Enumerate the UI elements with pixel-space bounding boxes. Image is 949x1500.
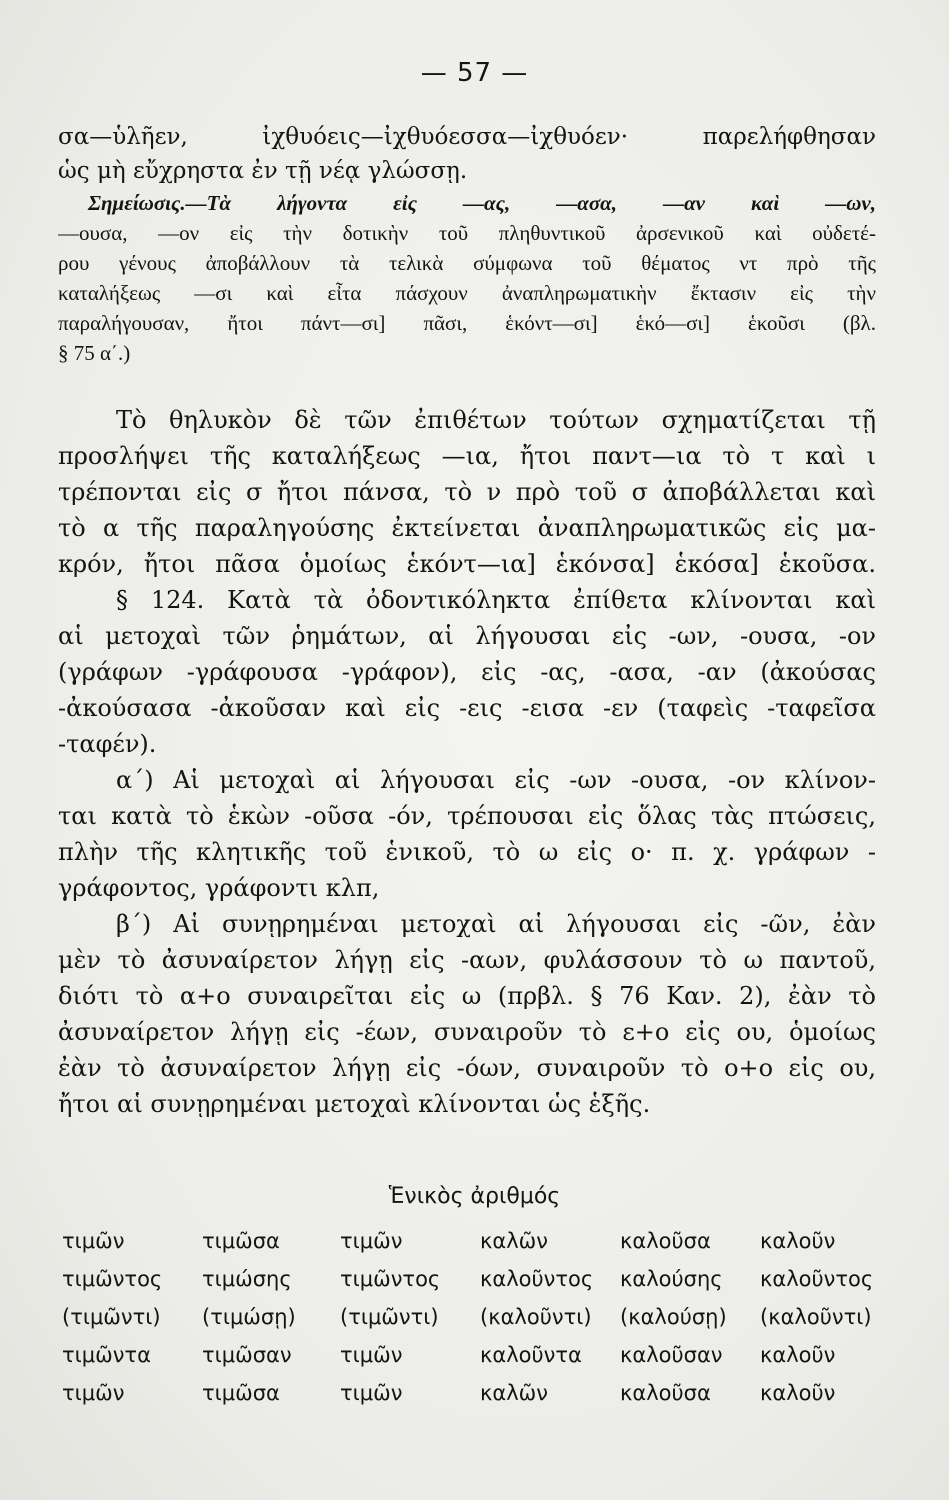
table-cell: καλοῦσαν [620,1343,723,1367]
body-line: -ταφέν). [58,730,157,758]
table-cell: τιμῶσα [202,1381,280,1405]
paradigm-table [62,1222,886,1412]
table-cell: καλούσης [620,1267,723,1291]
table-cell: καλοῦντος [760,1267,874,1291]
body-line: ται κατὰ τὸ ἑκὼν -οῦσα -όν, τρέπουσαι εἰς ὅλας τὰς πτώσεις, [58,802,876,830]
body-line: ἤτοι αἱ συνῃρημέναι μετοχαὶ κλίνονται ὡς ἑξῆς. [58,1090,651,1118]
body-line: διότι τὸ α+ο συναιρεῖται εἰς ω (πρβλ. § 76 Καν. 2), ἐὰν τὸ [58,982,876,1010]
note-line: καταλήξεως —σι καὶ εἶτα πάσχουν ἀναπληρωματικὴν ἔκτασιν εἰς τὴν [58,281,876,305]
table-cell: καλοῦν [760,1343,836,1367]
table-cell: καλοῦσα [620,1229,711,1253]
table-cell: (καλούσῃ) [620,1305,727,1329]
table-cell: τιμῶσα [202,1229,280,1253]
table-cell: τιμῶντος [340,1267,441,1291]
table-row [62,1336,886,1374]
note-line: ρου γένους ἀποβάλλουν τὰ τελικὰ σύμφωνα τοῦ θέματος ντ πρὸ τῆς [58,251,876,275]
table-cell: καλοῦντα [480,1343,582,1367]
body-line: τρέπονται εἰς σ ἤτοι πάνσα, τὸ ν πρὸ τοῦ σ ἀποβάλλεται καὶ [58,478,876,506]
note-line: παραλήγουσαν, ἤτοι πάντ—σι] πᾶσι, ἑκόντ—σι] ἑκό—σι] ἑκοῦσι (βλ. [58,311,876,335]
note-line: ὡς μὴ εὔχρηστα ἐν τῇ νέᾳ γλώσσῃ. [58,158,468,184]
body-line: πλὴν τῆς κλητικῆς τοῦ ἑνικοῦ, τὸ ω εἰς ο· π. χ. γράφων - [58,838,876,866]
body-line: Τὸ θηλυκὸν δὲ τῶν ἐπιθέτων τούτων σχηματίζεται τῇ [116,406,876,434]
body-line: (γράφων -γράφουσα -γράφον), εἰς -ας, -ασα, -αν (ἀκούσας [58,658,876,686]
body-line: -ἀκούσασα -ἀκοῦσαν καὶ εἰς -εις -εισα -εν (ταφεὶς -ταφεῖσα [58,694,876,722]
table-cell: (καλοῦντι) [760,1305,872,1329]
body-line: τὸ α τῆς παραληγούσης ἐκτείνεται ἀναπληρωματικῶς εἰς μα- [58,514,876,542]
table-row [62,1260,886,1298]
table-cell: (τιμῶντι) [62,1305,161,1329]
note-line: σα—ὑλῆεν, ἰχθυόεις—ἰχθυόεσσα—ἰχθυόεν· παρελήφθησαν [58,124,876,150]
table-cell: τιμῶν [340,1381,403,1405]
note-line: —ουσα, —ον εἰς τὴν δοτικὴν τοῦ πληθυντικοῦ ἀρσενικοῦ καὶ οὐδετέ- [58,221,876,245]
table-cell: τιμῶν [62,1229,125,1253]
table-heading: Ἑνικὸς ἀριθμός [388,1184,561,1209]
page-number: — 57 — [420,58,529,88]
body-line: αἱ μετοχαὶ τῶν ῥημάτων, αἱ λήγουσαι εἰς -ων, -ουσα, -ον [58,622,876,650]
table-cell: τιμῶντος [62,1267,163,1291]
body-line: προσλήψει τῆς καταλήξεως —ια, ἤτοι παντ—ια τὸ τ καὶ ι [58,442,876,470]
table-cell: τιμῶν [340,1343,403,1367]
table-cell: καλῶν [480,1229,548,1253]
table-row [62,1298,886,1336]
table-cell: καλοῦν [760,1381,836,1405]
table-cell: καλοῦν [760,1229,836,1253]
body-line: γράφοντος, γράφοντι κλπ, [58,874,380,902]
body-line: μὲν τὸ ἀσυναίρετον λήγῃ εἰς -αων, φυλάσσουν τὸ ω παντοῦ, [58,946,876,974]
body-line: κρόν, ἤτοι πᾶσα ὁμοίως ἑκόντ—ια] ἑκόνσα] ἑκόσα] ἑκοῦσα. [58,550,876,578]
note-line: § 75 α΄.) [58,341,131,365]
table-row [62,1222,886,1260]
table-cell: καλοῦντος [480,1267,594,1291]
body-text [58,402,876,1122]
table-cell: τιμῶντα [62,1343,151,1367]
table-cell: τιμῶν [62,1381,125,1405]
body-line: β΄) Αἱ συνῃρημέναι μετοχαὶ αἱ λήγουσαι εἰς -ῶν, ἐὰν [116,910,876,938]
table-cell: καλοῦσα [620,1381,711,1405]
body-line: ἀσυναίρετον λήγῃ εἰς -έων, συναιροῦν τὸ ε+ο εἰς ου, ὁμοίως [58,1018,876,1046]
table-cell: τιμῶσαν [202,1343,292,1367]
body-line: α΄) Αἱ μετοχαὶ αἱ λήγουσαι εἰς -ων -ουσα, -ον κλίνον- [116,766,876,794]
body-line: ἐὰν τὸ ἀσυναίρετον λήγῃ εἰς -όων, συναιροῦν τὸ ο+ο εἰς ου, [58,1054,876,1082]
table-cell: (τιμῶντι) [340,1305,439,1329]
note-line: Σημείωσις.—Τὰ λήγοντα εἰς —ας, —ασα, —αν καὶ —ων, [88,191,876,215]
table-cell: (τιμώσῃ) [202,1305,296,1329]
table-cell: τιμῶν [340,1229,403,1253]
body-line: § 124. Κατὰ τὰ ὀδοντικόληκτα ἐπίθετα κλίνονται καὶ [116,586,876,614]
table-cell: τιμώσης [202,1267,292,1291]
table-cell: καλῶν [480,1381,548,1405]
note-block [58,120,876,368]
table-row [62,1374,886,1412]
table-cell: (καλοῦντι) [480,1305,592,1329]
